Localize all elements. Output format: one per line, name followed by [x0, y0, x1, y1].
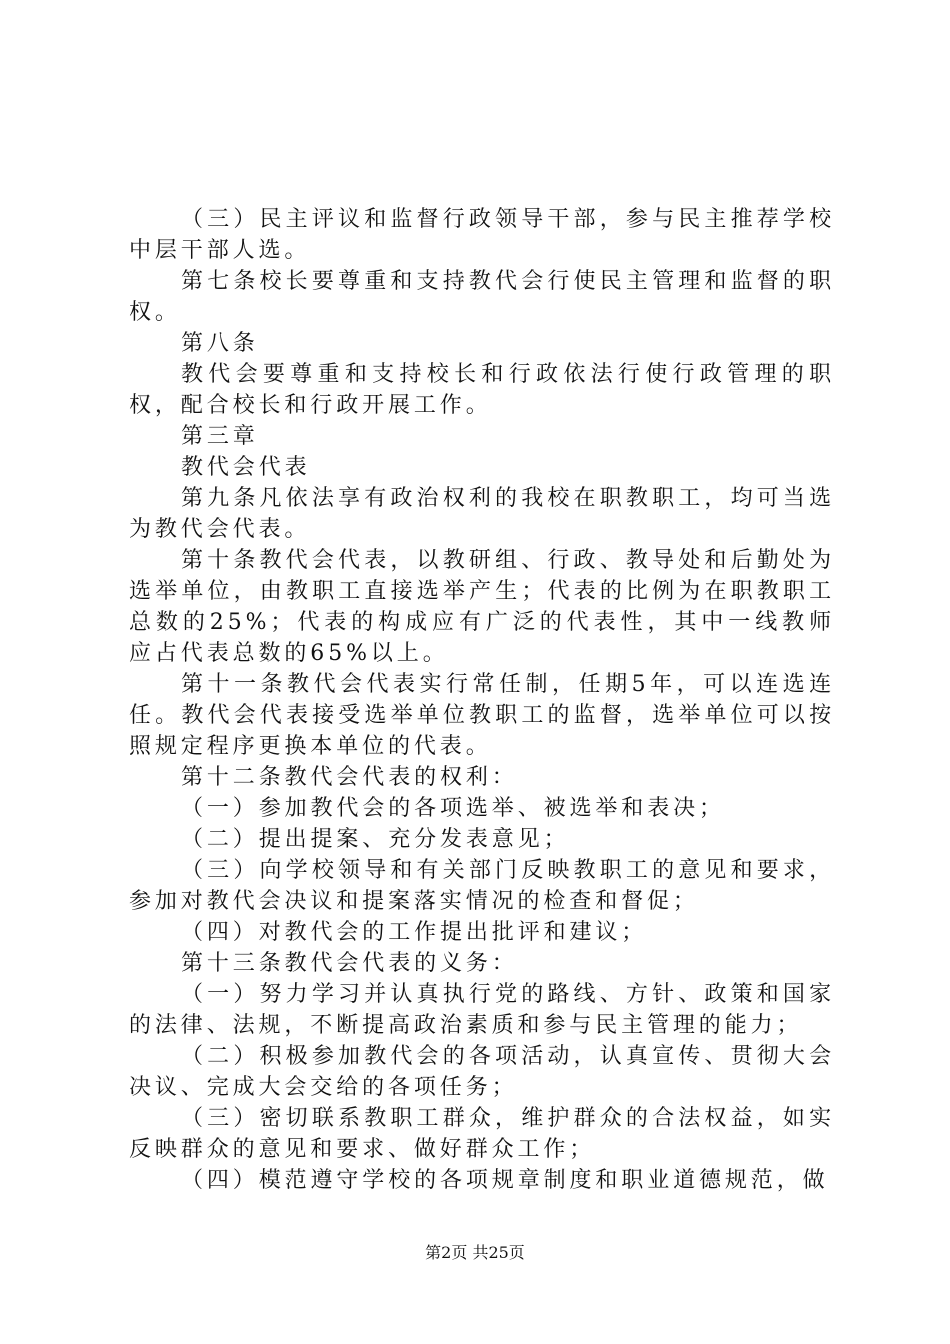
chapter-title: 教代会代表 [181, 455, 311, 480]
document-body [129, 204, 835, 1196]
list-item: （四）对教代会的工作提出批评和建议； [181, 920, 648, 945]
list-item: （三）密切联系教职工群众，维护群众的合法权益，如实反映群众的意见和要求、做好群众工作； [129, 1106, 835, 1162]
paragraph: 第七条校长要尊重和支持教代会行使民主管理和监督的职权。 [129, 269, 835, 325]
paragraph: 教代会要尊重和支持校长和行政依法行使行政管理的职权，配合校长和行政开展工作。 [129, 362, 835, 418]
list-item: （一）努力学习并认真执行党的路线、方针、政策和国家的法律、法规，不断提高政治素质和参与民主管理的能力； [129, 982, 835, 1038]
paragraph: 第九条凡依法享有政治权利的我校在职教职工，均可当选为教代会代表。 [129, 486, 835, 542]
paragraph: 第十条教代会代表，以教研组、行政、教导处和后勤处为选举单位，由教职工直接选举产生；代表的比例为在职教职工总数的25%；代表的构成应有广泛的代表性，其中一线教师应占代表总数的65%以上。 [129, 548, 835, 666]
paragraph: 第十一条教代会代表实行常任制，任期5年，可以连选连任。教代会代表接受选举单位教职工的监督，选举单位可以按照规定程序更换本单位的代表。 [129, 672, 835, 759]
list-item: （二）提出提案、充分发表意见； [181, 827, 570, 852]
paragraph: 第十二条教代会代表的权利： [181, 765, 518, 790]
paragraph: 第十三条教代会代表的义务： [181, 951, 518, 976]
paragraph: （三）民主评议和监督行政领导干部，参与民主推荐学校中层干部人选。 [129, 207, 835, 263]
chapter-heading: 第三章 [181, 424, 259, 449]
list-item: （三）向学校领导和有关部门反映教职工的意见和要求，参加对教代会决议和提案落实情况的检查和督促； [129, 858, 835, 914]
list-item: （四）模范遵守学校的各项规章制度和职业道德规范，做 [181, 1168, 829, 1193]
list-item: （二）积极参加教代会的各项活动，认真宣传、贯彻大会决议、完成大会交给的各项任务； [129, 1044, 835, 1100]
page-number-footer: 第2页 共25页 [425, 1243, 525, 1262]
paragraph: 第八条 [181, 331, 259, 356]
list-item: （一）参加教代会的各项选举、被选举和表决； [181, 796, 725, 821]
